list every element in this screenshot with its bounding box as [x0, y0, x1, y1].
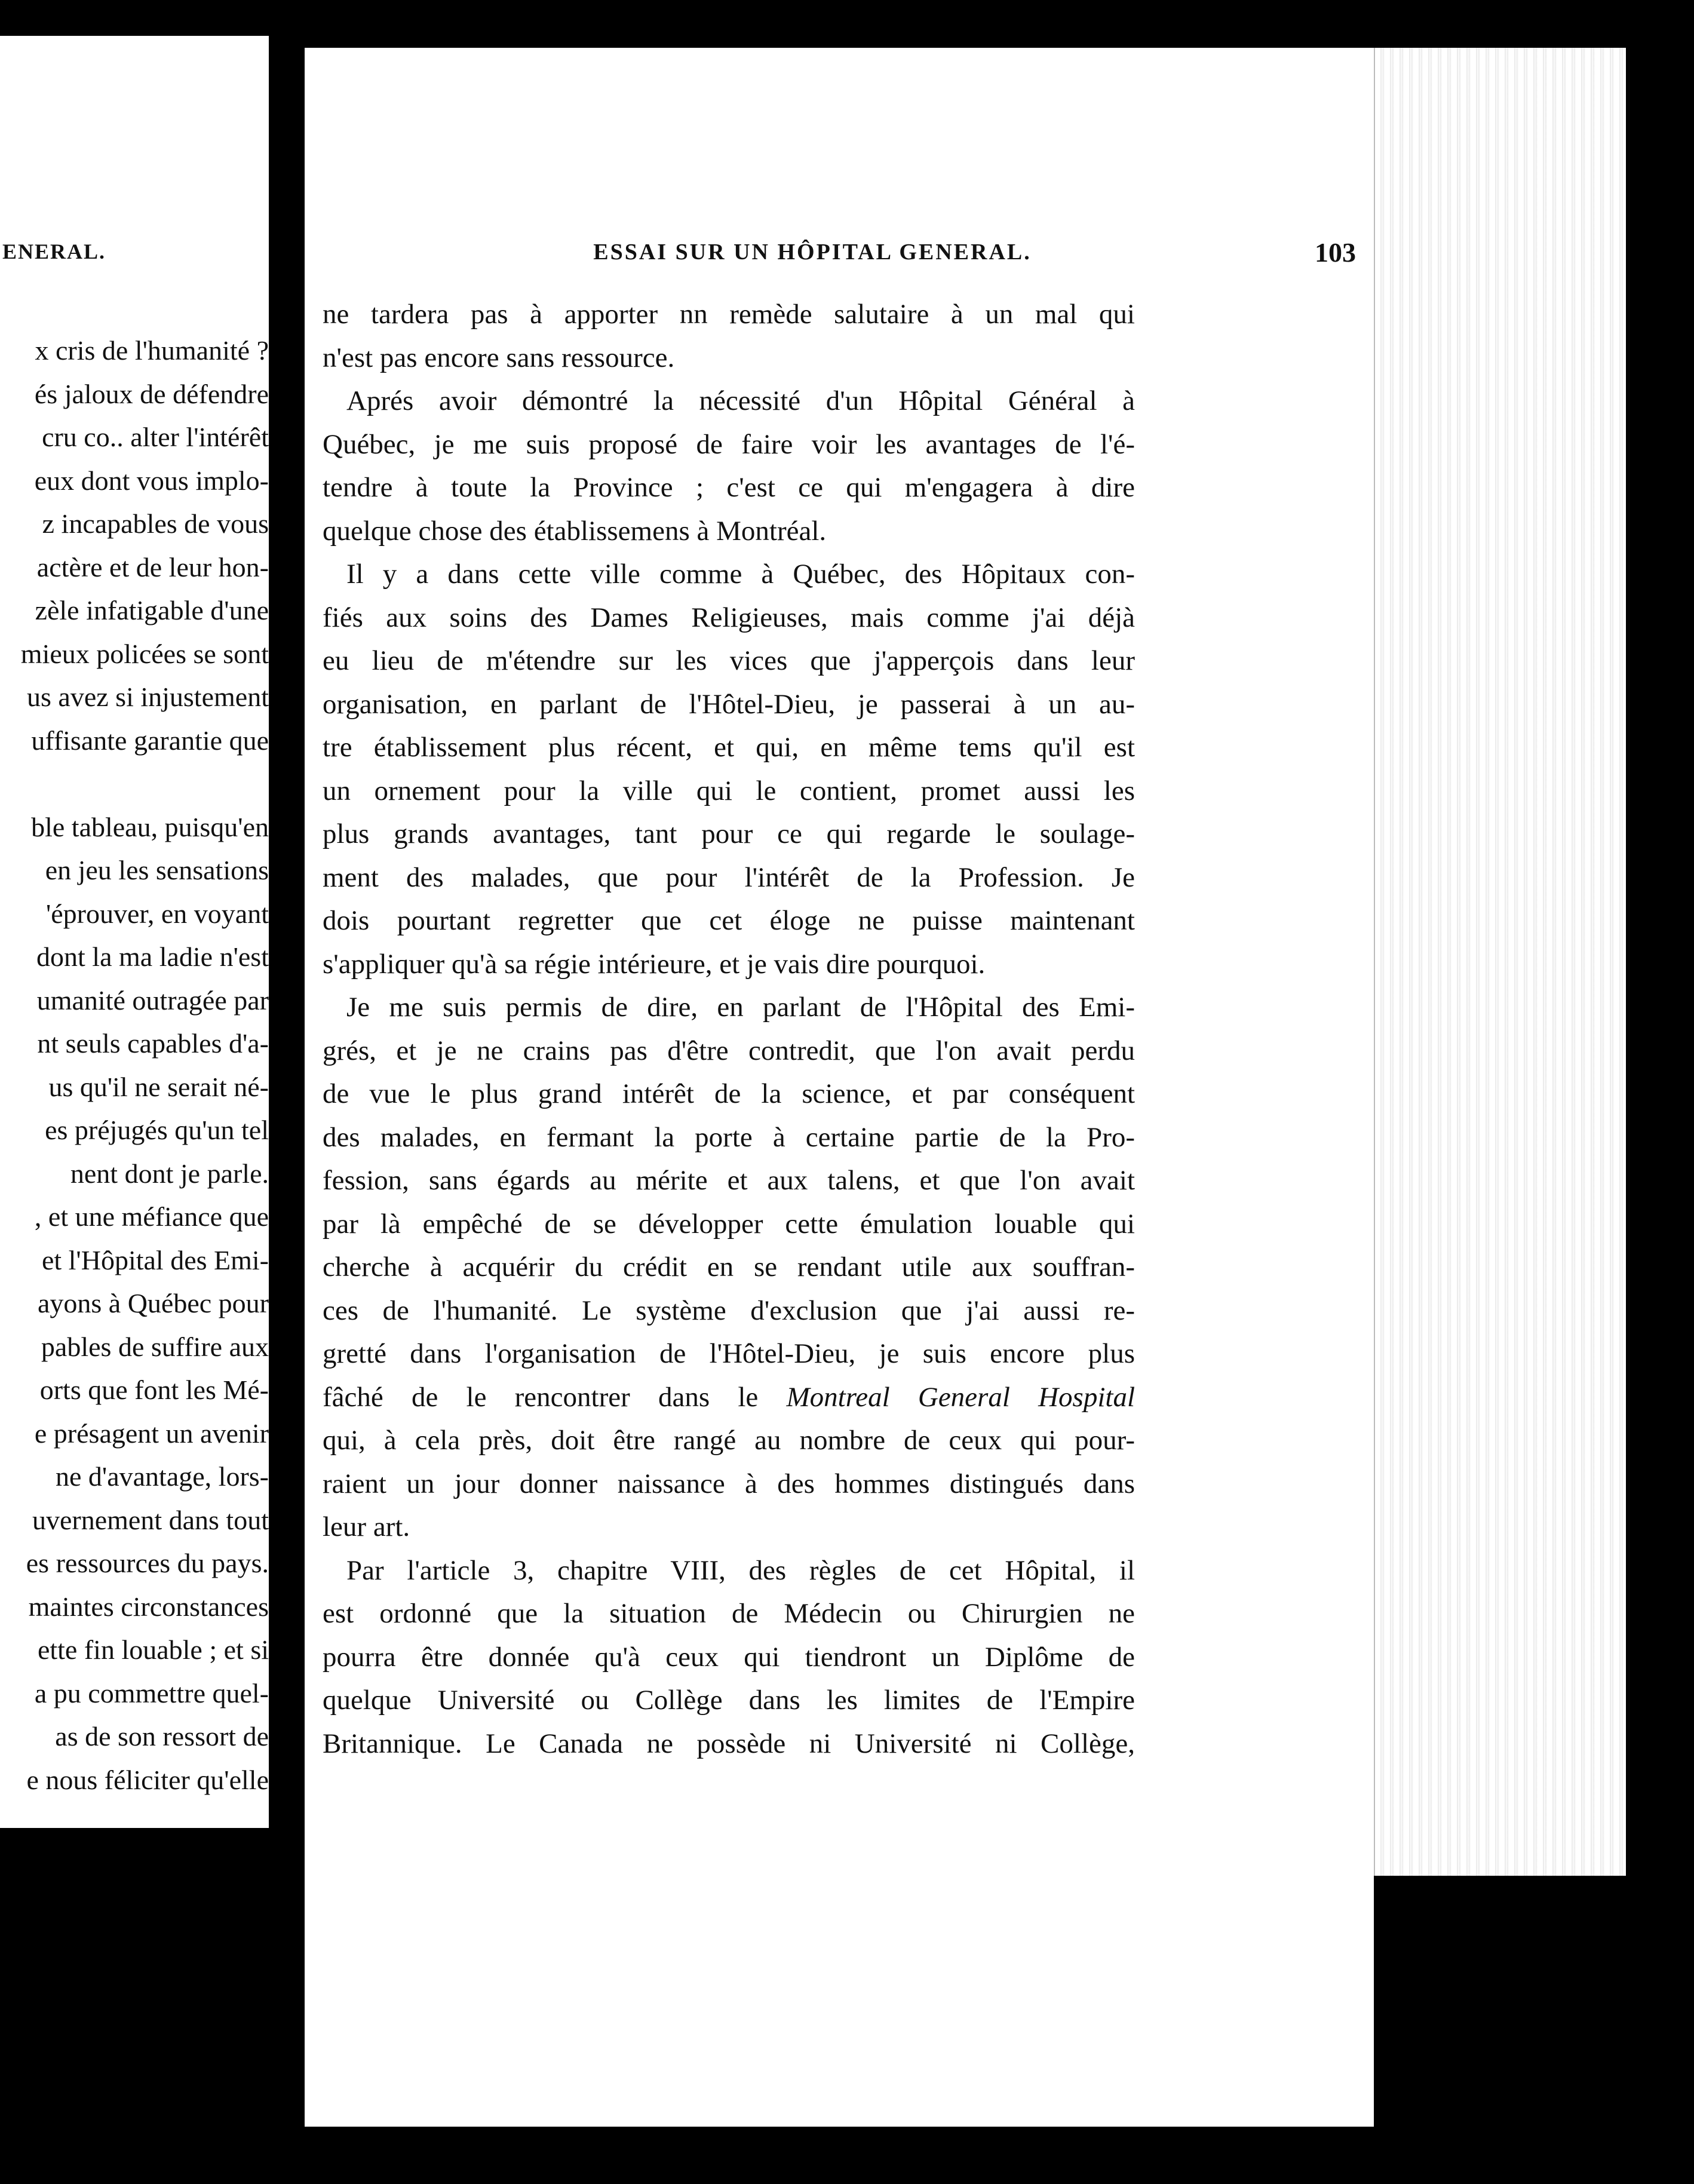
left-text-line: orts que font les Mé- [39, 1375, 269, 1405]
body-text-line: raient un jour donner naissance à des hommes distingués dans [323, 1468, 1135, 1499]
left-text-line: ne d'avantage, lors- [56, 1461, 269, 1492]
left-text-line: és jaloux de défendre [34, 378, 269, 409]
left-text-line: x cris de l'humanité ? [35, 335, 269, 366]
body-text-line: Québec, je me suis proposé de faire voir les avantages de l'é- [323, 428, 1135, 460]
left-text-line: actère et de leur hon- [36, 551, 269, 582]
left-text-line: ayons à Québec pour [37, 1288, 269, 1318]
body-text-line: dois pourtant regretter que cet éloge ne puisse maintenant [323, 905, 1135, 936]
body-text-line: par là empêché de se développer cette émulation louable qui [323, 1208, 1135, 1240]
left-text-line: us avez si injustement [27, 682, 269, 712]
left-text-line: mieux policées se sont [20, 638, 269, 669]
body-text-line: gretté dans l'organisation de l'Hôtel-Dieu, je suis encore plus [323, 1338, 1135, 1369]
body-text-line: leur art. [323, 1511, 410, 1542]
body-text-line: eu lieu de m'étendre sur les vices que j'apperçois dans leur [323, 645, 1135, 676]
body-text-line: de vue le plus grand intérêt de la science, et par conséquent [323, 1078, 1135, 1109]
left-text-line: en jeu les sensations [45, 855, 269, 885]
italic-hospital-name: Montreal General Hospital [786, 1381, 1135, 1413]
right-page [305, 48, 1374, 2127]
body-text-line: tre établissement plus récent, et qui, en même tems qu'il est [323, 732, 1135, 763]
body-text-line: tendre à toute la Province ; c'est ce qui m'engagera à dire [323, 472, 1135, 503]
body-text-line: quelque chose des établissemens à Montréal. [323, 515, 827, 547]
body-text-line: plus grands avantages, tant pour ce qui regarde le soulage- [323, 818, 1135, 849]
body-text-line: Il y a dans cette ville comme à Québec, des Hôpitaux con- [346, 559, 1135, 590]
body-text-segment: fâché de le rencontrer dans le [323, 1381, 759, 1413]
body-text-line: Je me suis permis de dire, en parlant de l'Hôpital des Emi- [346, 992, 1135, 1023]
left-page-fragment [0, 36, 281, 1828]
body-text-line: fiés aux soins des Dames Religieuses, mais comme j'ai déjà [323, 602, 1135, 633]
left-text-line: us qu'il ne serait né- [48, 1071, 269, 1102]
left-text-line: pables de suffire aux [41, 1331, 269, 1362]
left-text-line: as de son ressort de [55, 1721, 269, 1752]
left-text-line: e nous féliciter qu'elle [26, 1764, 269, 1795]
left-text-line: es ressources du pays. [26, 1548, 269, 1578]
left-text-line: ble tableau, puisqu'en [31, 811, 269, 842]
left-text-line: eux dont vous implo- [34, 465, 269, 496]
left-text-line: et l'Hôpital des Emi- [41, 1244, 269, 1275]
body-text-line: qui, à cela près, doit être rangé au nombre de ceux qui pour- [323, 1425, 1135, 1456]
left-text-line: nent dont je parle. [70, 1158, 269, 1189]
left-text-line: cru co.. alter l'intérêt [42, 422, 269, 452]
left-running-head: ENERAL. [2, 240, 106, 263]
left-text-line: e présagent un avenir [34, 1418, 269, 1449]
body-text-line: ment des malades, que pour l'intérêt de la Profession. Je [323, 861, 1135, 893]
body-text [305, 293, 1135, 1765]
left-text-line: z incapables de vous [42, 508, 269, 539]
left-text-line: 'éprouver, en voyant [45, 898, 269, 929]
body-text-line: fession, sans égards au mérite et aux talens, et que l'on avait [323, 1165, 1135, 1196]
body-text-line: cherche à acquérir du crédit en se rendant utile aux souffran- [323, 1251, 1135, 1283]
left-text-line: zèle infatigable d'une [35, 595, 269, 625]
left-text-line: es préjugés qu'un tel [45, 1115, 269, 1145]
page-number: 103 [1315, 237, 1356, 268]
left-text-line: a pu commettre quel- [34, 1677, 269, 1708]
left-text-line: ette fin louable ; et si [37, 1634, 269, 1665]
left-text-line: maintes circonstances [28, 1591, 269, 1622]
body-text-line: des malades, en fermant la porte à certaine partie de la Pro- [323, 1121, 1135, 1153]
body-text-line: Par l'article 3, chapitre VIII, des règles de cet Hôpital, il [346, 1554, 1135, 1586]
left-text-line: uvernement dans tout [32, 1504, 269, 1535]
body-text-line: un ornement pour la ville qui le contient, promet aussi les [323, 775, 1135, 806]
running-title: ESSAI SUR UN HÔPITAL GENERAL. [593, 240, 1032, 265]
body-text-line: s'appliquer qu'à sa régie intérieure, et je vais dire pourquoi. [323, 948, 986, 980]
body-text-line: quelque Université ou Collège dans les limites de l'Empire [323, 1685, 1135, 1716]
body-text-line: pourra être donnée qu'à ceux qui tiendront un Diplôme de [323, 1641, 1135, 1673]
body-text-line: n'est pas encore sans ressource. [323, 342, 675, 373]
body-text-line: organisation, en parlant de l'Hôtel-Dieu, je passerai à un au- [323, 688, 1135, 720]
left-text-line: nt seuls capables d'a- [37, 1028, 269, 1059]
left-text-line: , et une méfiance que [34, 1201, 269, 1232]
left-text-line: umanité outragée par [36, 984, 269, 1016]
left-text-line: uffisante garantie que [31, 725, 269, 756]
body-text-line: ces de l'humanité. Le système d'exclusion que j'ai aussi re- [323, 1295, 1135, 1326]
body-text-line: grés, et je ne crains pas d'être contredit, que l'on avait perdu [323, 1035, 1135, 1066]
page-edges [1374, 48, 1626, 1876]
body-text-line: est ordonné que la situation de Médecin ou Chirurgien ne [323, 1598, 1135, 1629]
body-text-line: ne tardera pas à apporter nn remède salutaire à un mal qui [323, 299, 1135, 330]
left-text-line: dont la ma ladie n'est [36, 941, 269, 972]
body-text-line [323, 1376, 1135, 1419]
body-text-line: Aprés avoir démontré la nécessité d'un Hôpital Général à [346, 385, 1135, 416]
running-head [460, 239, 1356, 275]
body-text-line: Britannique. Le Canada ne possède ni Université ni Collège, [323, 1728, 1135, 1759]
